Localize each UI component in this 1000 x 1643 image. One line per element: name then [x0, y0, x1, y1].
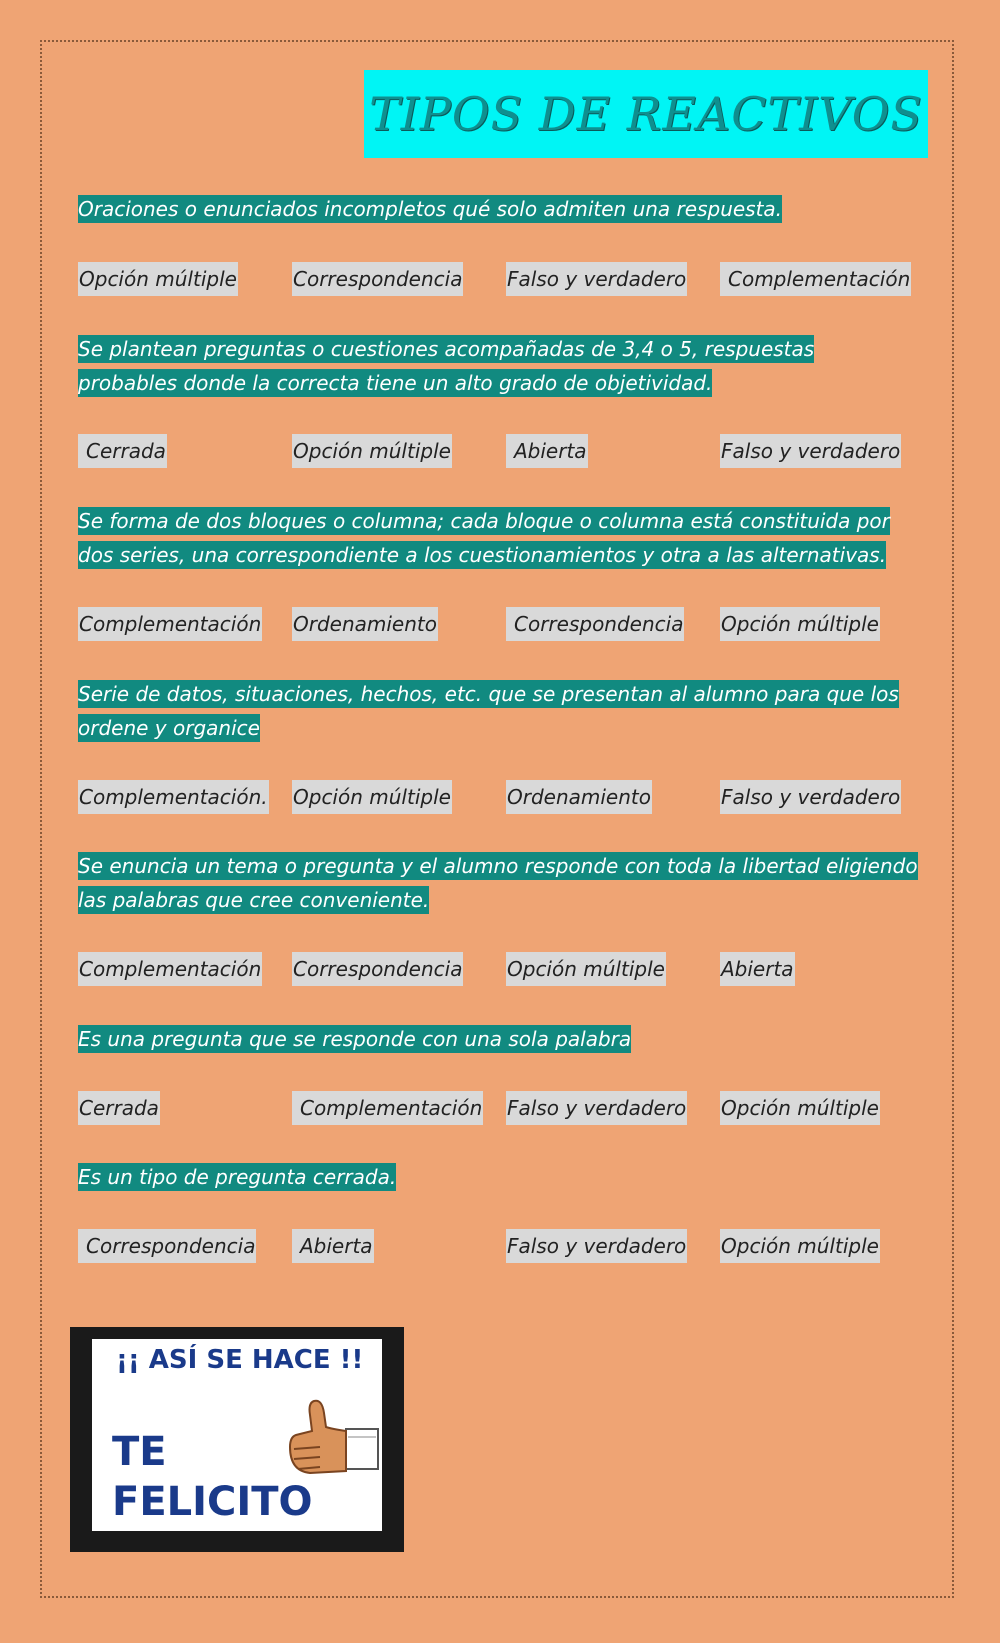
congrats-badge	[70, 1327, 404, 1552]
q2-option-4[interactable]: Falso y verdadero	[720, 434, 901, 468]
q3-option-3[interactable]: Correspondencia	[506, 607, 684, 641]
question-6-text: Es una pregunta que se responde con una sola palabra	[78, 1027, 632, 1051]
q5-option-2[interactable]: Correspondencia	[292, 952, 463, 986]
q1-option-1[interactable]: Opción múltiple	[78, 262, 238, 296]
question-1-text: Oraciones o enunciados incompletos qué solo admiten una respuesta.	[78, 197, 783, 221]
question-4-text: Serie de datos, situaciones, hechos, etc. que se presentan al alumno para que los ordene y organice	[78, 682, 899, 740]
badge-line-2: FELICITO	[112, 1479, 313, 1525]
q1-option-4[interactable]: Complementación	[720, 262, 911, 296]
badge-headline: ¡¡ ASÍ SE HACE !!	[116, 1345, 364, 1375]
q4-option-4[interactable]: Falso y verdadero	[720, 780, 901, 814]
title-banner	[364, 70, 928, 158]
thumbs-up-icon	[276, 1391, 380, 1487]
q7-option-4[interactable]: Opción múltiple	[720, 1229, 880, 1263]
q4-option-2[interactable]: Opción múltiple	[292, 780, 452, 814]
q7-option-3[interactable]: Falso y verdadero	[506, 1229, 687, 1263]
q6-option-3[interactable]: Falso y verdadero	[506, 1091, 687, 1125]
q6-option-4[interactable]: Opción múltiple	[720, 1091, 880, 1125]
q5-option-1[interactable]: Complementación	[78, 952, 262, 986]
q3-option-2[interactable]: Ordenamiento	[292, 607, 438, 641]
badge-line-1: TE	[112, 1429, 167, 1475]
q5-option-3[interactable]: Opción múltiple	[506, 952, 666, 986]
question-5	[78, 849, 918, 917]
question-2-text: Se plantean preguntas o cuestiones acompañadas de 3,4 o 5, respuestas probables donde la correcta tiene un alto grado de objetividad.	[78, 337, 815, 395]
q5-option-4[interactable]: Abierta	[720, 952, 795, 986]
question-2	[78, 332, 918, 400]
q2-option-2[interactable]: Opción múltiple	[292, 434, 452, 468]
question-5-text: Se enuncia un tema o pregunta y el alumno responde con toda la libertad eligiendo las palabras que cree conveniente.	[78, 854, 918, 912]
q3-option-4[interactable]: Opción múltiple	[720, 607, 880, 641]
q7-option-1[interactable]: Correspondencia	[78, 1229, 256, 1263]
q6-option-2[interactable]: Complementación	[292, 1091, 483, 1125]
question-4	[78, 677, 918, 745]
q2-option-1[interactable]: Cerrada	[78, 434, 167, 468]
q7-option-2[interactable]: Abierta	[292, 1229, 374, 1263]
q3-option-1[interactable]: Complementación	[78, 607, 262, 641]
question-7-text: Es un tipo de pregunta cerrada.	[78, 1165, 397, 1189]
congrats-badge-panel	[92, 1339, 382, 1531]
q1-option-2[interactable]: Correspondencia	[292, 262, 463, 296]
page-title: TIPOS DE REACTIVOS	[369, 87, 923, 141]
q4-option-1[interactable]: Complementación.	[78, 780, 269, 814]
q2-option-3[interactable]: Abierta	[506, 434, 588, 468]
q6-option-1[interactable]: Cerrada	[78, 1091, 160, 1125]
question-3	[78, 504, 918, 572]
question-3-text: Se forma de dos bloques o columna; cada bloque o columna está constituida por dos series, una correspondiente a los cuestionamientos y otra a las alternativas.	[78, 509, 890, 567]
q4-option-3[interactable]: Ordenamiento	[506, 780, 652, 814]
question-7	[78, 1160, 918, 1194]
question-1	[78, 192, 918, 226]
q1-option-3[interactable]: Falso y verdadero	[506, 262, 687, 296]
question-6	[78, 1022, 918, 1056]
